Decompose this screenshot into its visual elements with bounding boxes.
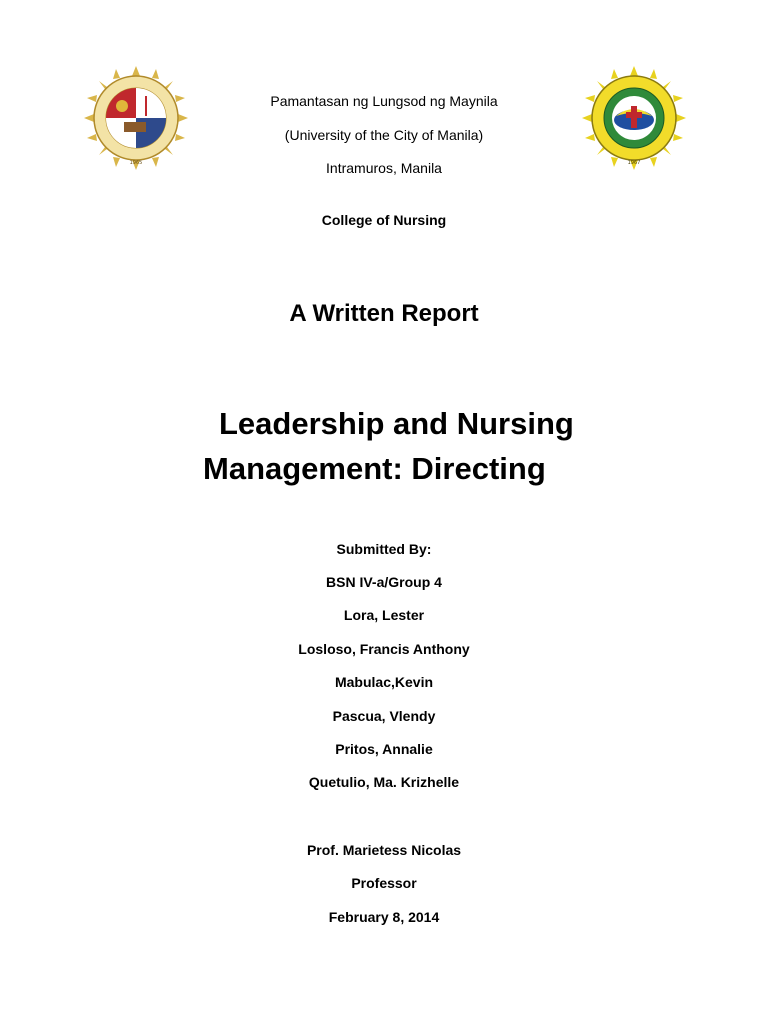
member-name: Losloso, Francis Anthony xyxy=(298,641,470,657)
report-type: A Written Report xyxy=(289,300,479,327)
report-title-line1: Leadership and Nursing xyxy=(219,406,574,441)
college-name: College of Nursing xyxy=(321,212,447,228)
professor-role: Professor xyxy=(351,875,417,891)
university-name-english: (University of the City of Manila) xyxy=(284,127,484,143)
member-name: Lora, Lester xyxy=(343,607,425,623)
submitted-by-label: Submitted By: xyxy=(336,541,432,557)
member-name: Quetulio, Ma. Krizhelle xyxy=(308,774,460,790)
member-name: Mabulac,Kevin xyxy=(334,674,434,690)
university-location: Intramuros, Manila xyxy=(326,160,442,176)
member-name: Pascua, Vlendy xyxy=(332,708,436,724)
svg-text:1965: 1965 xyxy=(129,160,143,166)
college-of-nursing-seal-icon xyxy=(582,66,686,170)
svg-text:1967: 1967 xyxy=(627,160,641,166)
professor-name: Prof. Marietess Nicolas xyxy=(306,842,462,858)
group-label: BSN IV-a/Group 4 xyxy=(326,574,442,590)
university-seal-icon xyxy=(84,66,188,170)
member-name: Pritos, Annalie xyxy=(335,741,433,757)
university-name: Pamantasan ng Lungsod ng Maynila xyxy=(270,93,498,109)
submission-date: February 8, 2014 xyxy=(328,909,440,925)
report-title-line2: Management: Directing xyxy=(203,451,546,486)
